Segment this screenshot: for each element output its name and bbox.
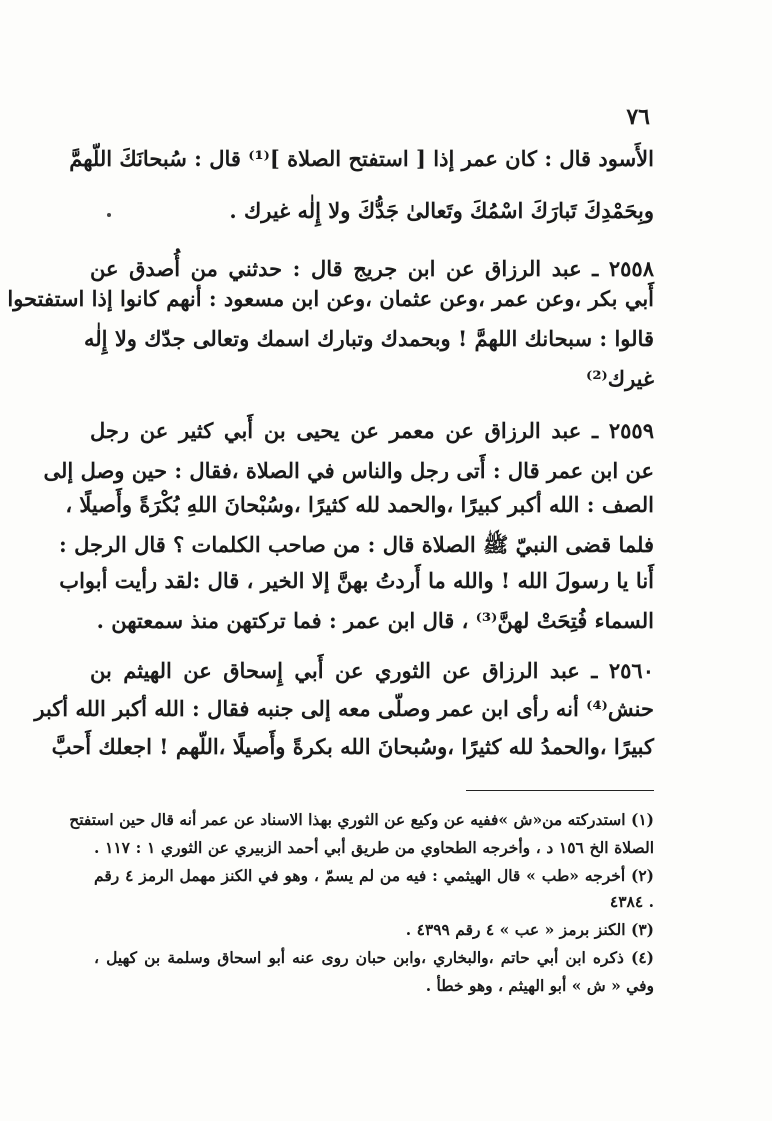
body-line: أَنا يا رسولَ الله ! والله ما أَردتُ بهنَّ إلا الخير ، قال :لقد رأيت أبواب bbox=[59, 568, 654, 593]
body-line: الصف : الله أكبر كبيرًا ،والحمد لله كثيرًا ،وسُبْحانَ اللهِ بُكْرَةً وأَصيلًا ، bbox=[65, 492, 654, 517]
body-line: وبِحَمْدِكَ تَبارَكَ اسْمُكَ وتَعالىٰ جَدُّكَ ولا إِلٰه غيرك . bbox=[229, 198, 654, 223]
ink-speck bbox=[107, 213, 111, 217]
body-line: أَبي بكر ،وعن عمر ،وعن عثمان ،وعن ابن مسعود : أنهم كانوا إذا استفتحوا bbox=[7, 286, 654, 311]
footnote-line: (٢) أخرجه «طب » قال الهيثمي : فيه من لم يسمّ ، وهو في الكنز مهمل الرمز ٤ رقم bbox=[94, 866, 654, 885]
footnote-line: (٤) ذكره ابن أبي حاتم ،والبخاري ،وابن حبان روى عنه أبو اسحاق وسلمة بن كهيل ، bbox=[94, 948, 654, 967]
footnote-line: (١) استدركته من«ش »ففيه عن وكيع عن الثوري بهذا الاسناد عن عمر أنه قال حين استفتح bbox=[69, 810, 654, 829]
body-line: كبيرًا ،والحمدُ لله كثيرًا ،وسُبحانَ الله بكرةً وأَصيلًا ،اللّهم ! اجعلك أَحبَّ bbox=[51, 734, 654, 759]
body-line: السماء فُتِحَتْ لهنَّ⁽³⁾ ، قال ابن عمر : فما تركتهن منذ سمعتهن . bbox=[96, 608, 654, 633]
footnote-divider bbox=[466, 790, 654, 791]
footnote-line: . ٤٣٨٤ bbox=[609, 892, 654, 911]
body-line: الأَسود قال : كان عمر إذا [ استفتح الصلاة ]⁽¹⁾ قال : سُبحانَكَ اللّهمَّ bbox=[69, 146, 654, 171]
entry-2558-line: ٢٥٥٨ ـ عبد الرزاق عن ابن جريج قال : حدثني من أُصدق عن bbox=[90, 256, 654, 281]
footnote-line: الصلاة الخ ١٥٦ د ، وأخرجه الطحاوي من طريق أبي أحمد الزبيري عن الثوري ١ : ١١٧ . bbox=[94, 838, 654, 857]
entry-2559-line: ٢٥٥٩ ـ عبد الرزاق عن معمر عن يحيى بن أَبي كثير عن رجل bbox=[90, 418, 654, 443]
footnote-line: (٣) الكنز برمز « عب » ٤ رقم ٤٣٩٩ . bbox=[405, 920, 654, 939]
body-line: عن ابن عمر قال : أَتى رجل والناس في الصلاة ،فقال : حين وصل إلى bbox=[43, 458, 654, 483]
body-line: قالوا : سبحانك اللهمَّ ! وبحمدك وتبارك اسمك وتعالى جدّك ولا إِلٰه bbox=[84, 326, 654, 351]
entry-2560-line: ٢٥٦٠ ـ عبد الرزاق عن الثوري عن أَبي إِسحاق عن الهيثم بن bbox=[90, 658, 654, 683]
body-line: فلما قضى النبيّ ﷺ الصلاة قال : من صاحب الكلمات ؟ قال الرجل : bbox=[59, 532, 654, 557]
page-number: ٧٦ bbox=[626, 104, 650, 130]
footnote-line: وفي « ش » أبو الهيثم ، وهو خطأ . bbox=[425, 976, 654, 995]
body-line: غيرك⁽²⁾ bbox=[586, 366, 654, 391]
body-line: حنش⁽⁴⁾ أنه رأى ابن عمر وصلّى معه إلى جنبه فقال : الله أكبر الله أكبر bbox=[34, 696, 654, 721]
